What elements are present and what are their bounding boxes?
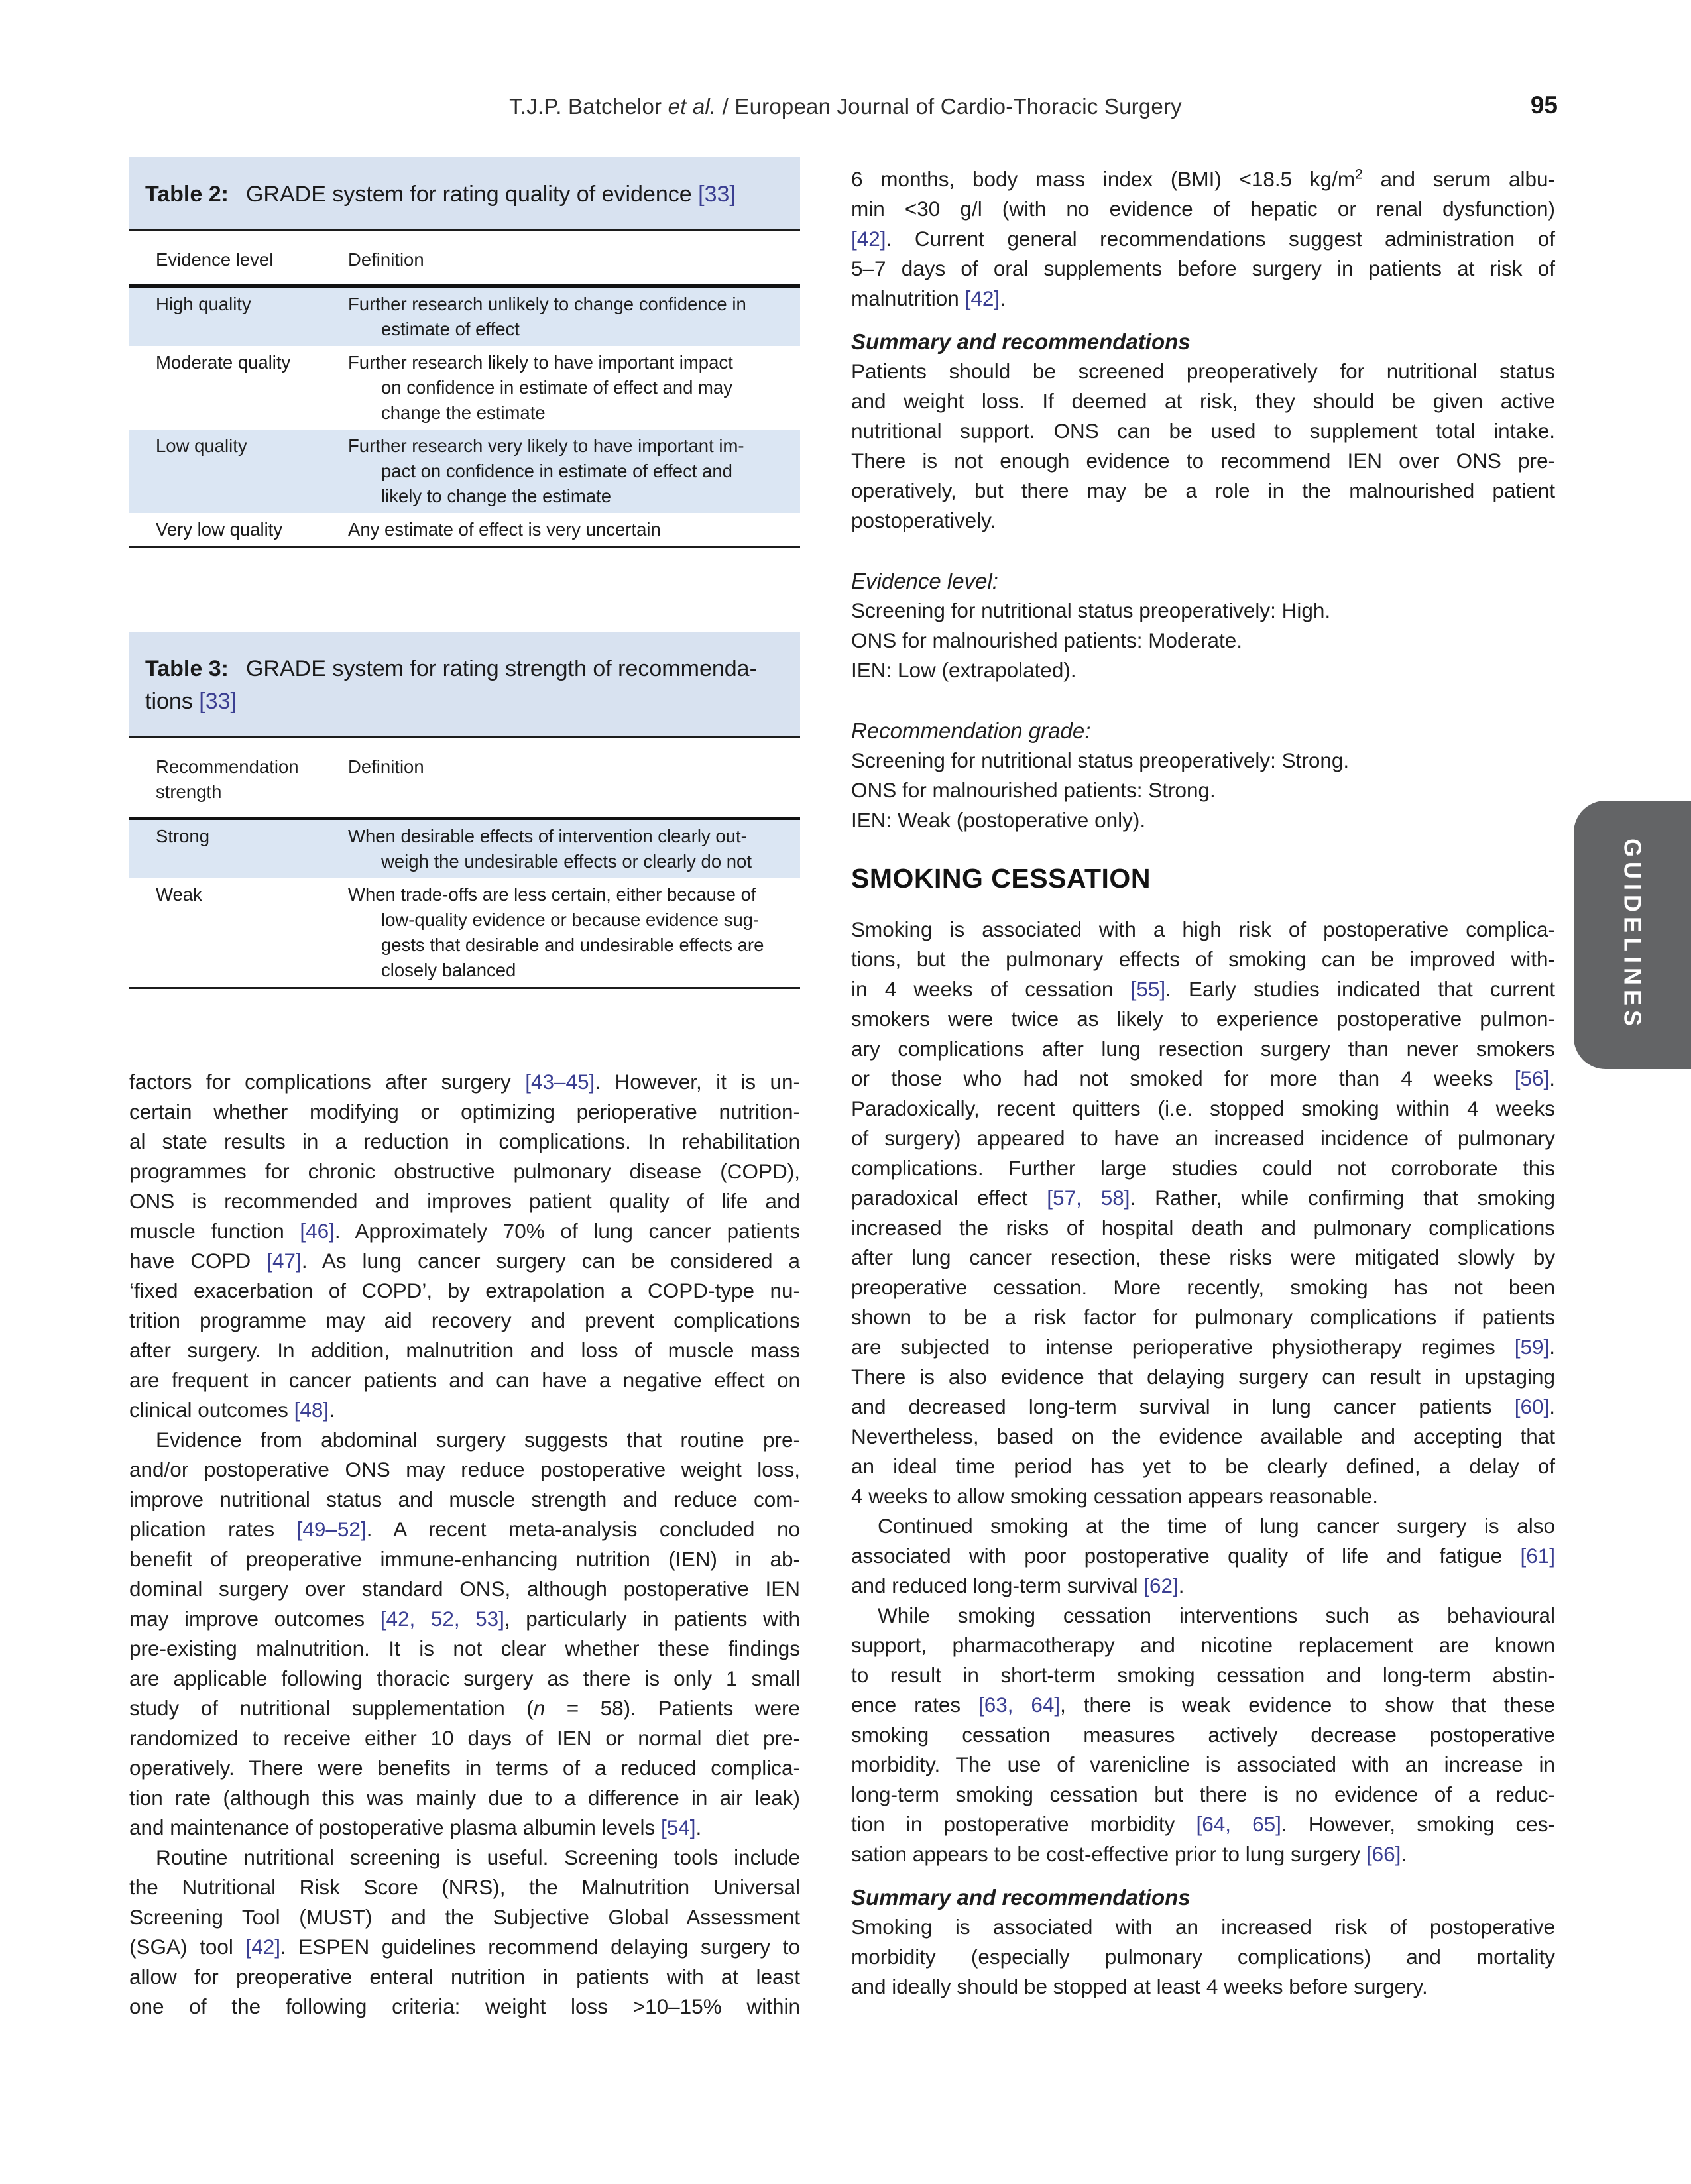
section-heading: SMOKING CESSATION <box>851 863 1151 893</box>
text-line <box>851 974 1555 1004</box>
text-run: Paradoxically, recent quitters (i.e. stopped smoking within 4 weeks <box>851 1096 1555 1120</box>
subsection-heading: Evidence level: <box>851 569 998 593</box>
text-line <box>129 1067 800 1097</box>
text-run: factors for complications after surgery <box>129 1070 526 1094</box>
text-run: ence rates <box>851 1693 978 1717</box>
text-run: randomized to receive either 10 days of IEN or normal diet pre- <box>129 1726 800 1750</box>
table-rule <box>129 987 800 989</box>
text-run: GRADE system for rating strength of recommenda- <box>245 656 757 681</box>
text-line <box>851 656 1555 685</box>
text-line <box>851 1273 1555 1302</box>
citation-link[interactable]: [46] <box>300 1219 335 1243</box>
text-run: morbidity. The use of varenicline is associated with an increase in <box>851 1753 1555 1776</box>
text-run: 4 weeks to allow smoking cessation appears reasonable. <box>851 1484 1378 1508</box>
text-line <box>129 1932 800 1962</box>
text-run: programmes for chronic obstructive pulmonary disease (COPD), <box>129 1159 800 1183</box>
text-line <box>851 476 1555 506</box>
text-run: . <box>329 1398 335 1422</box>
text-run: nutritional support. ONS can be used to supplement total intake. <box>851 419 1555 443</box>
text-line <box>851 1942 1555 1972</box>
text-run: Smoking is associated with a high risk of postoperative complica- <box>851 917 1555 941</box>
text-line <box>129 1246 800 1276</box>
text-run: There is also evidence that delaying surgery can result in upstaging <box>851 1365 1555 1389</box>
text-run: There is not enough evidence to recommend IEN over ONS pre- <box>851 449 1555 473</box>
table-row <box>129 513 800 546</box>
text-run: morbidity (especially pulmonary complications) and mortality <box>851 1945 1555 1969</box>
text-run: malnutrition <box>851 286 965 310</box>
text-run: Nevertheless, based on the evidence available and accepting that <box>851 1424 1555 1448</box>
text-run: , there is weak evidence to show that these <box>1060 1693 1555 1717</box>
text-run: . ESPEN guidelines recommend delaying surgery to <box>280 1935 801 1959</box>
text-run: after lung cancer resection, these risks were mitigated slowly by <box>851 1245 1555 1269</box>
text-line <box>851 1422 1555 1452</box>
citation-link[interactable]: [55] <box>1130 977 1166 1001</box>
text-line <box>129 1694 800 1723</box>
citation-link[interactable]: [42, 52, 53] <box>380 1607 504 1631</box>
citation-link[interactable]: [66] <box>1366 1842 1401 1866</box>
text-run: = 58). Patients were <box>545 1696 800 1720</box>
text-run: ary complications after lung resection surgery than never smokers <box>851 1037 1555 1061</box>
table-row <box>129 346 800 430</box>
table-cell-level: Weak <box>156 884 202 905</box>
text-line <box>129 1992 800 2022</box>
text-run: to result in short-term smoking cessation and long-term abstin- <box>851 1663 1555 1687</box>
text-run: and maintenance of postoperative plasma albumin levels <box>129 1815 661 1839</box>
text-run: paradoxical effect <box>851 1186 1047 1210</box>
table-header-level: Evidence level <box>156 249 274 270</box>
text-run: certain whether modifying or optimizing perioperative nutrition- <box>129 1100 800 1123</box>
text-line <box>851 1631 1555 1660</box>
text-run: tions <box>145 689 200 714</box>
citation-link[interactable]: [57, 58] <box>1047 1186 1130 1210</box>
table-caption <box>129 632 800 736</box>
text-run: Screening for nutritional status preoperatively: Strong. <box>851 748 1350 772</box>
text-line <box>851 446 1555 476</box>
text-run: after surgery. In addition, malnutrition and loss of muscle mass <box>129 1338 800 1362</box>
text-line <box>851 416 1555 446</box>
text-line <box>851 1213 1555 1243</box>
text-line <box>851 1362 1555 1392</box>
table-header-row <box>129 738 800 820</box>
text-run: or those who had not smoked for more than 4 weeks <box>851 1066 1515 1090</box>
text-line <box>851 254 1555 284</box>
text-run: an ideal time period has yet to be clearly defined, a delay of <box>851 1454 1555 1478</box>
table-row <box>129 430 800 513</box>
text-line <box>851 1392 1555 1422</box>
text-run: pre-existing malnutrition. It is not clear whether these findings <box>129 1637 800 1660</box>
table-cell-level: High quality <box>156 294 251 314</box>
citation-link[interactable]: [59] <box>1514 1335 1550 1359</box>
text-line <box>851 945 1555 974</box>
citation-link[interactable]: [64, 65] <box>1196 1812 1281 1836</box>
text-run: . <box>1549 1066 1555 1090</box>
text-run: may improve outcomes <box>129 1607 380 1631</box>
text-line <box>851 1511 1555 1541</box>
table-cell-level: Strong <box>156 826 210 846</box>
citation-link[interactable]: [62] <box>1143 1574 1179 1597</box>
text-run: IEN: Weak (postoperative only). <box>851 808 1146 832</box>
text-run: clinical outcomes <box>129 1398 294 1422</box>
text-run: increased the risks of hospital death and pulmonary complications <box>851 1216 1555 1239</box>
table-cell-definition: Further research unlikely to change confidence in estimate of effect <box>348 294 746 339</box>
text-run: operatively, but there may be a role in the malnourished patient <box>851 479 1555 502</box>
text-run: ONS for malnourished patients: Strong. <box>851 778 1216 802</box>
text-run: min <30 g/l (with no evidence of hepatic or renal dysfunction) <box>851 197 1555 221</box>
table-label: Table 3: <box>145 656 229 681</box>
text-run: al state results in a reduction in complications. In rehabilitation <box>129 1129 800 1153</box>
text-run: Routine nutritional screening is useful. Screening tools include <box>156 1845 800 1869</box>
grade-strength-table <box>129 632 800 989</box>
text-line <box>129 1127 800 1157</box>
text-run: complications. Further large studies could not corroborate this <box>851 1156 1555 1180</box>
text-run: and reduced long-term survival <box>851 1574 1144 1597</box>
text-run: While smoking cessation interventions such as behavioural <box>878 1603 1555 1627</box>
text-run: Patients should be screened preoperatively for nutritional status <box>851 359 1555 383</box>
text-run: long-term smoking cessation but there is no evidence of a reduc- <box>851 1782 1555 1806</box>
text-run: Continued smoking at the time of lung cancer surgery is also <box>878 1514 1555 1538</box>
paragraph <box>851 596 1555 685</box>
text-run: associated with poor postoperative quality of life and fatigue <box>851 1544 1521 1568</box>
text-line <box>851 1153 1555 1183</box>
text-line <box>851 1004 1555 1034</box>
text-line <box>129 1485 800 1515</box>
citation-link[interactable]: [33] <box>698 182 736 207</box>
table-cell-definition: When trade-offs are less certain, either because of low-quality evidence or because evidence sug- gests that desirable and undesirable effects are closely balanced <box>348 884 764 980</box>
text-run: preoperative cessation. More recently, smoking has not been <box>851 1275 1555 1299</box>
left-body-text <box>129 1067 800 2022</box>
table-cell-definition: Any estimate of effect is very uncertain <box>348 519 661 540</box>
text-run: Screening Tool (MUST) and the Subjective Global Assessment <box>129 1905 800 1929</box>
text-run: . Approximately 70% of lung cancer patients <box>334 1219 800 1243</box>
running-head <box>0 94 1691 119</box>
running-head-journal: / European Journal of Cardio-Thoracic Surgery <box>716 94 1182 119</box>
text-run: . <box>1000 286 1006 310</box>
text-run: are subjected to intense perioperative physiotherapy regimes <box>851 1335 1515 1359</box>
text-run: . However, smoking ces- <box>1281 1812 1555 1836</box>
text-line <box>129 1634 800 1664</box>
paragraph <box>851 915 1555 1511</box>
text-line <box>851 1601 1555 1631</box>
text-line <box>129 1962 800 1992</box>
text-run: 6 months, body mass index (BMI) <18.5 kg/m <box>851 167 1356 191</box>
text-run: Screening for nutritional status preoperatively: High. <box>851 599 1331 622</box>
citation-link[interactable]: [49–52] <box>296 1517 367 1541</box>
text-line <box>851 805 1555 835</box>
left-column <box>129 157 800 2022</box>
citation-link[interactable]: [33] <box>199 689 237 714</box>
table-header-level: Recommendation strength <box>156 756 299 802</box>
text-line <box>129 1186 800 1216</box>
text-line <box>129 1664 800 1694</box>
text-line <box>851 1481 1555 1511</box>
text-run: are frequent in cancer patients and can have a negative effect on <box>129 1368 800 1392</box>
text-line <box>129 1902 800 1932</box>
table-cell-level: Low quality <box>156 435 247 456</box>
table-header-definition: Definition <box>348 249 424 270</box>
text-run: operatively. There were benefits in terms of a reduced complica- <box>129 1756 800 1780</box>
text-run: IEN: Low (extrapolated). <box>851 658 1077 682</box>
superscript-text: 2 <box>1355 166 1363 182</box>
text-line <box>851 224 1555 254</box>
text-line <box>851 1064 1555 1094</box>
citation-link[interactable]: [56] <box>1514 1066 1550 1090</box>
text-run: . <box>1549 1335 1555 1359</box>
text-line <box>129 1276 800 1306</box>
paragraph <box>851 164 1555 314</box>
text-line <box>851 1972 1555 2002</box>
text-run: and ideally should be stopped at least 4 weeks before surgery. <box>851 1975 1428 1998</box>
text-run: are applicable following thoracic surgery as there is only 1 small <box>129 1666 800 1690</box>
text-run: (SGA) tool <box>129 1935 246 1959</box>
text-run: muscle function <box>129 1219 300 1243</box>
text-line <box>129 1544 800 1574</box>
text-line <box>851 284 1555 314</box>
text-run: have COPD <box>129 1249 267 1273</box>
running-head-etal: et al. <box>668 94 717 119</box>
table-row <box>129 878 800 987</box>
text-run: ‘fixed exacerbation of COPD’, by extrapolation a COPD-type nu- <box>129 1279 800 1302</box>
text-run: . A recent meta-analysis concluded no <box>366 1517 800 1541</box>
text-line <box>851 1332 1555 1362</box>
text-line <box>851 1123 1555 1153</box>
text-run: the Nutritional Risk Score (NRS), the Malnutrition Universal <box>129 1875 800 1899</box>
text-run: and serum albu- <box>1362 167 1556 191</box>
text-run: . Rather, while confirming that smoking <box>1130 1186 1555 1210</box>
text-run: improve nutritional status and muscle strength and reduce com- <box>129 1487 800 1511</box>
subsection-heading: Summary and recommendations <box>851 1885 1191 1910</box>
text-line <box>851 506 1555 536</box>
text-line <box>129 1425 800 1455</box>
paragraph <box>851 1511 1555 1601</box>
text-line <box>851 1571 1555 1601</box>
text-line <box>851 386 1555 416</box>
table-row <box>129 820 800 878</box>
text-line <box>851 1094 1555 1123</box>
table-header-row <box>129 231 800 288</box>
citation-link[interactable]: [42] <box>964 286 1000 310</box>
text-line <box>851 596 1555 626</box>
text-line <box>129 1723 800 1753</box>
grade-evidence-table <box>129 157 800 548</box>
text-line <box>129 1872 800 1902</box>
text-line <box>851 1839 1555 1869</box>
text-run: . <box>1549 1395 1555 1418</box>
text-run: trition programme may aid recovery and prevent complications <box>129 1308 800 1332</box>
text-run: and decreased long-term survival in lung cancer patients <box>851 1395 1515 1418</box>
text-run: . Current general recommendations suggest administration of <box>886 227 1555 251</box>
citation-link[interactable]: [63, 64] <box>978 1693 1061 1717</box>
table-row <box>129 288 800 346</box>
table-cell-level: Moderate quality <box>156 352 291 373</box>
text-line <box>129 1843 800 1872</box>
text-run: and weight loss. If deemed at risk, they should be given active <box>851 389 1555 413</box>
text-line <box>851 776 1555 805</box>
text-line <box>851 194 1555 224</box>
text-line <box>851 1452 1555 1481</box>
text-line <box>129 1216 800 1246</box>
text-run: smokers were twice as likely to experience postoperative pulmon- <box>851 1007 1555 1031</box>
text-line <box>129 1604 800 1634</box>
citation-link[interactable]: [43–45] <box>525 1070 595 1094</box>
text-line <box>129 1813 800 1843</box>
table-cell-level: Very low quality <box>156 519 283 540</box>
text-run: ONS is recommended and improves patient quality of life and <box>129 1189 800 1213</box>
text-line <box>851 746 1555 776</box>
text-run: . However, it is un- <box>595 1070 801 1094</box>
text-line <box>129 1783 800 1813</box>
paragraph <box>851 357 1555 536</box>
citation-link[interactable]: [47] <box>266 1249 302 1273</box>
text-line <box>129 1097 800 1127</box>
text-line <box>129 1365 800 1395</box>
text-run: plication rates <box>129 1517 297 1541</box>
text-line <box>129 1455 800 1485</box>
text-line <box>851 1780 1555 1810</box>
text-line <box>129 1574 800 1604</box>
text-run: sation appears to be cost-effective prior to lung surgery <box>851 1842 1366 1866</box>
text-line <box>851 1034 1555 1064</box>
text-run: . As lung cancer surgery can be considered a <box>301 1249 800 1273</box>
text-run: tion rate (although this was mainly due to a difference in air leak) <box>129 1786 800 1810</box>
citation-link[interactable]: [54] <box>660 1815 696 1839</box>
text-run: Smoking is associated with an increased risk of postoperative <box>851 1915 1555 1939</box>
page-number: 95 <box>1530 91 1558 119</box>
paragraph <box>851 1912 1555 2002</box>
text-line <box>129 1753 800 1783</box>
guidelines-tab-label: GUIDELINES <box>1619 838 1647 1031</box>
text-line <box>851 1302 1555 1332</box>
guidelines-side-tab <box>1574 801 1691 1069</box>
text-run: ONS for malnourished patients: Moderate. <box>851 628 1243 652</box>
text-run: postoperatively. <box>851 508 996 532</box>
text-line <box>851 1243 1555 1273</box>
text-line <box>851 1720 1555 1750</box>
table-label: Table 2: <box>145 182 229 207</box>
text-line <box>851 1541 1555 1571</box>
text-line <box>851 1690 1555 1720</box>
subsection-heading: Summary and recommendations <box>851 329 1191 354</box>
paragraph <box>851 1601 1555 1869</box>
table-rule <box>129 546 800 548</box>
text-run: 5–7 days of oral supplements before surgery in patients at risk of <box>851 257 1555 280</box>
text-run: tion in postoperative morbidity <box>851 1812 1196 1836</box>
text-run: of surgery) appeared to have an increased incidence of pulmonary <box>851 1126 1555 1150</box>
text-run: . <box>1401 1842 1407 1866</box>
citation-link[interactable]: [60] <box>1514 1395 1550 1418</box>
text-line <box>851 915 1555 945</box>
text-run: smoking cessation measures actively decrease postoperative <box>851 1723 1555 1747</box>
running-head-authors: T.J.P. Batchelor <box>509 94 668 119</box>
text-run: . <box>695 1815 702 1839</box>
text-run: support, pharmacotherapy and nicotine replacement are known <box>851 1633 1555 1657</box>
text-run: GRADE system for rating quality of evidence <box>245 182 699 207</box>
table-cell-definition: Further research likely to have important impact on confidence in estimate of effect and may change the estimate <box>348 352 733 423</box>
text-run: in 4 weeks of cessation <box>851 977 1131 1001</box>
text-line <box>851 1660 1555 1690</box>
text-line <box>851 1183 1555 1213</box>
text-line <box>851 1750 1555 1780</box>
subsection-heading: Recommendation grade: <box>851 718 1091 743</box>
table-cell-definition: Further research very likely to have important im- pact on confidence in estimate of effect and likely to change the estimate <box>348 435 744 506</box>
text-line <box>129 1157 800 1186</box>
citation-link[interactable]: [42] <box>245 1935 281 1959</box>
text-run: allow for preoperative enteral nutrition in patients with at least <box>129 1965 800 1988</box>
text-run: , particularly in patients with <box>504 1607 801 1631</box>
text-run: study of nutritional supplementation ( <box>129 1696 534 1720</box>
paragraph <box>851 746 1555 835</box>
text-run: one of the following criteria: weight loss >10–15% within <box>129 1994 800 2018</box>
text-line <box>129 1306 800 1336</box>
text-line <box>129 1395 800 1425</box>
table-caption <box>129 157 800 229</box>
table-header-definition: Definition <box>348 756 424 777</box>
text-line <box>851 626 1555 656</box>
citation-link[interactable]: [61] <box>1520 1544 1555 1568</box>
text-run: . <box>1178 1574 1185 1597</box>
text-line <box>851 357 1555 386</box>
citation-link[interactable]: [42] <box>851 227 886 251</box>
text-run: and/or postoperative ONS may reduce postoperative weight loss, <box>129 1458 800 1481</box>
text-line <box>129 1336 800 1365</box>
text-run: dominal surgery over standard ONS, although postoperative IEN <box>129 1577 800 1601</box>
citation-link[interactable]: [48] <box>294 1398 329 1422</box>
text-line <box>851 1912 1555 1942</box>
italic-text: n <box>533 1696 546 1720</box>
table-cell-definition: When desirable effects of intervention clearly out- weigh the undesirable effects or clearly do not <box>348 826 752 872</box>
text-run: shown to be a risk factor for pulmonary complications if patients <box>851 1305 1555 1329</box>
right-column <box>851 164 1555 2002</box>
text-line <box>129 1515 800 1544</box>
text-line <box>851 1810 1555 1839</box>
text-run: benefit of preoperative immune-enhancing nutrition (IEN) in ab- <box>129 1547 800 1571</box>
text-run: tions, but the pulmonary effects of smoking can be improved with- <box>851 947 1555 971</box>
text-run: . Early studies indicated that current <box>1165 977 1555 1001</box>
text-run: Evidence from abdominal surgery suggests that routine pre- <box>156 1428 800 1452</box>
text-line <box>851 164 1555 194</box>
